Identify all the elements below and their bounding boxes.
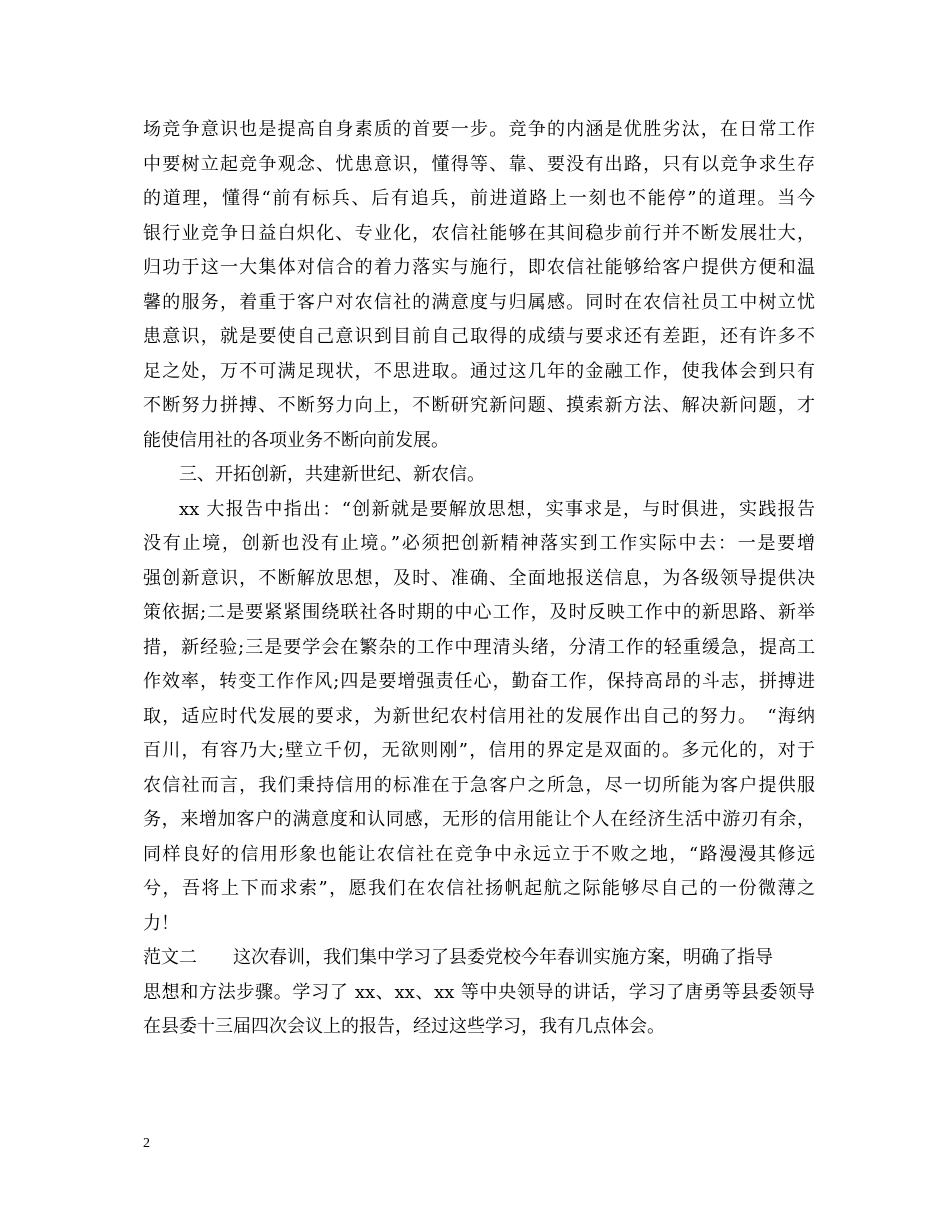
section-heading: 三、开拓创新，共建新世纪、新农信。 <box>179 464 485 485</box>
text-line: 百川，有容乃大;壁立千仞，无欲则刚”，信用的界定是双面的。多元化的，对于 <box>143 740 815 761</box>
text-line: 足之处，万不可满足现状，不思进取。通过这几年的金融工作，使我体会到只有 <box>143 360 815 382</box>
text-line: 作效率，转变工作作风;四是要增强责任心，勤奋工作，保持高昂的斗志，拼搏进 <box>143 671 815 692</box>
text-line: 思想和方法步骤。学习了 xx、xx、xx 等中央领导的讲话，学习了唐勇等县委领导 <box>143 981 815 1003</box>
text-line: 归功于这一大集体对信合的着力落实与施行，即农信社能够给客户提供方便和温 <box>143 257 815 278</box>
text-line: 强创新意识，不断解放思想，及时、准确、全面地报送信息，为各级领导提供决 <box>143 567 815 589</box>
text-line: 措，新经验;三是要学会在繁杂的工作中理清头绪，分清工作的轻重缓急，提高工 <box>143 636 815 658</box>
text-line <box>143 941 815 976</box>
text-line: 银行业竞争日益白炽化、专业化，农信社能够在其间稳步前行并不断发展壮大， <box>143 222 815 244</box>
text-line: 中要树立起竞争观念、忧患意识，懂得等、靠、要没有出路，只有以竞争求生存 <box>143 153 815 175</box>
document-body <box>143 113 815 1045</box>
text-line: 取，适应时代发展的要求，为新世纪农村信用社的发展作出自己的努力。 “海纳 <box>143 705 815 727</box>
text-line: 力！ <box>143 912 179 934</box>
page-number: 2 <box>143 1136 150 1151</box>
text-line: 策依据;二是要紧紧围绕联社各时期的中心工作，及时反映工作中的新思路、新举 <box>143 602 815 623</box>
text-line: 的道理，懂得“前有标兵、后有追兵，前进道路上一刻也不能停”的道理。当今 <box>143 188 815 209</box>
text-line: 患意识，就是要使自己意识到目前自己取得的成绩与要求还有差距，还有许多不 <box>143 326 815 347</box>
text-line: xx 大报告中指出：“创新就是要解放思想，实事求是，与时俱进，实践报告 <box>179 498 815 520</box>
text-line: 不断努力拼搏、不断努力向上，不断研究新问题、摸索新方法、解决新问题，才 <box>143 395 815 416</box>
text-line: 没有止境，创新也没有止境。”必须把创新精神落实到工作实际中去：一是要增 <box>143 533 815 554</box>
text-line: 场竞争意识也是提高自身素质的首要一步。竞争的内涵是优胜劣汰，在日常工作 <box>143 119 815 140</box>
text-line: 同样良好的信用形象也能让农信社在竞争中永远立于不败之地，“路漫漫其修远 <box>143 843 815 865</box>
text-run: 这次春训，我们集中学习了县委党校今年春训实施方案，明确了指导 <box>233 947 773 968</box>
text-line: 兮，吾将上下而求索”，愿我们在农信社扬帆起航之际能够尽自己的一份微薄之 <box>143 878 815 899</box>
text-line: 馨的服务，着重于客户对农信社的满意度与归属感。同时在农信社员工中树立忧 <box>143 291 815 313</box>
text-line: 能使信用社的各项业务不断向前发展。 <box>143 429 449 451</box>
text-line: 在县委十三届四次会议上的报告，经过这些学习，我有几点体会。 <box>143 1016 665 1037</box>
text-line: 务，来增加客户的满意度和认同感，无形的信用能让个人在经济生活中游刃有余， <box>143 809 815 830</box>
section-label: 范文二 <box>143 947 197 968</box>
text-line: 农信社而言，我们秉持信用的标准在于急客户之所急，尽一切所能为客户提供服 <box>143 774 815 796</box>
